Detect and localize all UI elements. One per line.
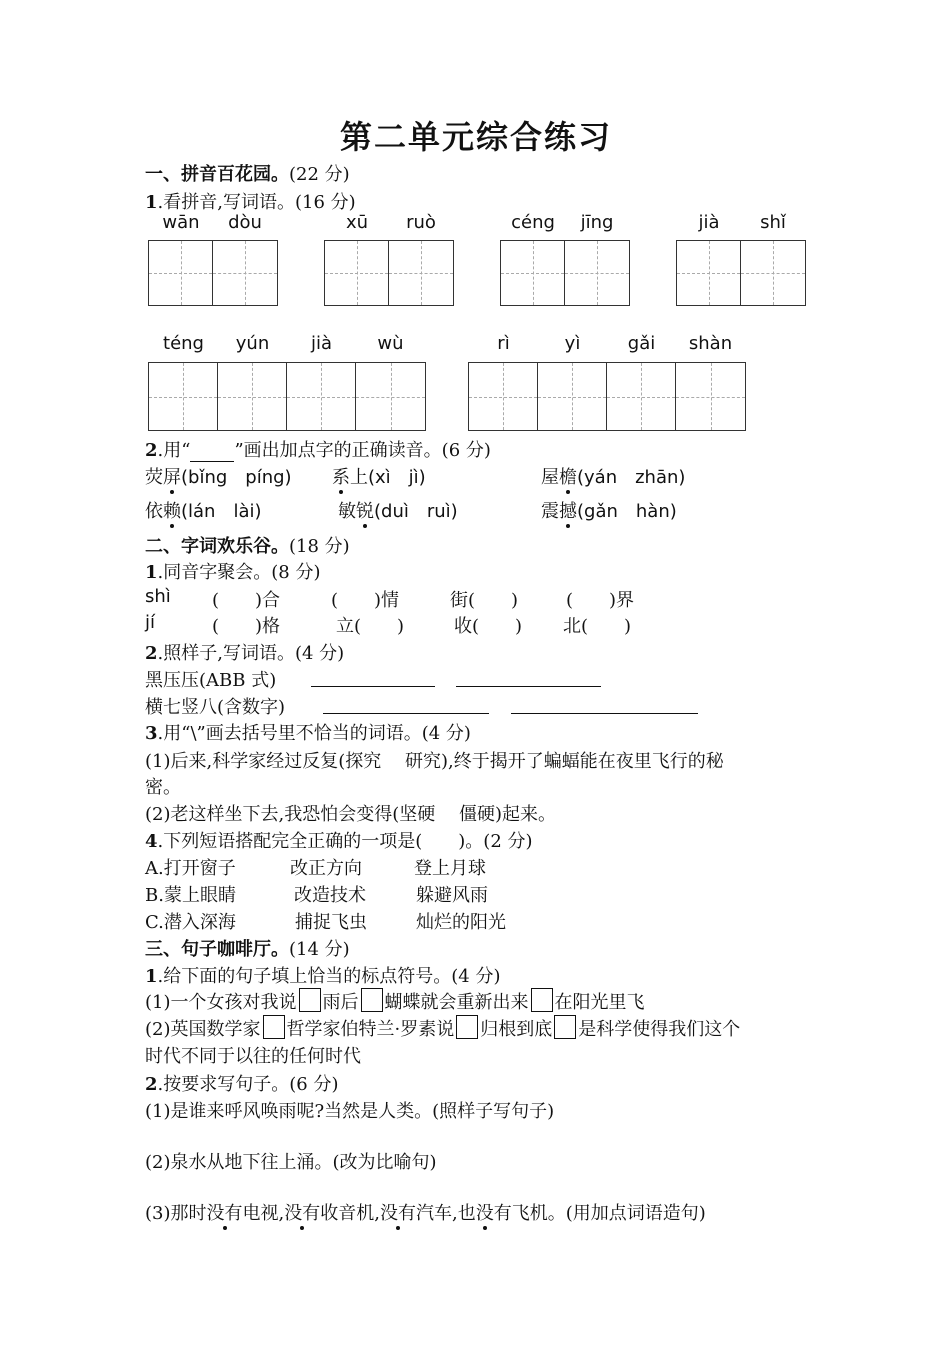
sentence: (2)老这样坐下去,我恐怕会变得(坚硬 僵硬)起来。 [145,804,556,825]
sentence: 密。 [145,777,181,798]
punct-box[interactable] [531,988,553,1012]
writing-grid[interactable] [148,240,278,306]
pinyin: téng [163,333,204,354]
q-text: .给下面的句子填上恰当的标点符号。(4 分) [157,966,501,987]
pron-item [541,497,677,523]
text: 收音机, [320,1203,380,1224]
phrase: 捕捉飞虫 [295,912,367,933]
char: 敏 [338,501,356,522]
answer-line[interactable] [311,686,435,687]
task-1: (1)是谁来呼风唤雨呢?当然是人类。(照样子写句子) [145,1101,555,1122]
dotted-char: 撼 [559,501,577,522]
section-3-heading [145,935,350,961]
phrase: 灿烂的阳光 [416,912,506,933]
underline-sample [190,461,234,462]
pinyin: jià [310,333,333,354]
pinyin: shǐ [760,212,786,233]
q-number: 2 [145,1074,158,1095]
punct-box[interactable] [456,1015,478,1039]
homophone-blank[interactable]: 北( ) [563,616,632,637]
pinyin: rì [497,333,510,354]
char: 上 [350,467,368,488]
dotted-char: 檐 [559,467,577,488]
writing-grid[interactable] [324,240,454,306]
homophone-pinyin: jí [145,612,156,633]
pinyin-group-1 [149,212,277,233]
pron-item [332,463,426,489]
q-number: 4 [145,831,158,852]
page-title: 第二单元综合练习 [339,118,612,156]
text: (1)一个女孩对我说 [145,992,297,1013]
char: 依 [145,501,163,522]
section-2-points: (18 分) [289,536,350,557]
punct-box[interactable] [299,988,321,1012]
q-text: ”画出加点字的正确读音。(6 分) [234,440,491,461]
option-b[interactable]: B.蒙上眼睛 [145,885,236,906]
text: (3)那时 [145,1203,207,1224]
q-number: 2 [145,440,158,461]
s3-q1 [145,962,500,988]
s3-q2 [145,1070,338,1096]
phrase: 改正方向 [290,858,362,879]
text: 哲学家伯特兰·罗素说 [286,1019,455,1040]
text: (2)英国数学家 [145,1019,261,1040]
homophone-blank[interactable]: ( )合 [212,590,281,611]
section-2-heading [145,532,350,558]
example-word: 横七竖八(含数字) [145,697,286,718]
sentence: (1)后来,科学家经过反复(探究 研究),终于揭开了蝙蝠能在夜里飞行的秘 [145,751,724,772]
text: 在阳光里飞 [554,992,645,1013]
text: 雨后 [322,992,359,1013]
s2-q4 [145,827,533,853]
q-number: 1 [145,966,158,987]
pinyin-group-5 [149,333,425,354]
homophone-blank[interactable]: 收( ) [454,616,523,637]
text: 汽车, [415,1203,458,1224]
writing-grid[interactable] [468,362,746,431]
pinyin: jià [698,212,720,233]
dotted-word: 没有 [206,1203,243,1224]
pinyin: jīng [580,212,614,233]
pinyin: céng [511,212,555,233]
pron-item [541,463,685,489]
pinyin-group-3 [501,212,629,233]
dotted-word: 没有 [379,1203,416,1224]
text: 电视, [242,1203,285,1224]
q-number: 1 [145,562,158,583]
pinyin: wù [377,333,404,354]
s1-q2 [145,436,491,462]
task-2: (2)泉水从地下往上涌。(改为比喻句) [145,1152,437,1173]
text: 蝴蝶就会重新出来 [384,992,529,1013]
homophone-blank[interactable]: ( )界 [566,590,635,611]
pinyin: yún [235,333,270,354]
writing-grid[interactable] [500,240,630,306]
dotted-char: 屏 [163,467,181,488]
char: 震 [541,501,559,522]
q-text: .看拼音,写词语。(16 分) [157,192,356,213]
pinyin-options[interactable]: (bǐng píng) [181,467,292,488]
punct-box[interactable] [361,988,383,1012]
q-number: 3 [145,723,158,744]
pinyin: yì [564,333,581,354]
s2-q1 [145,558,320,584]
section-1-title: 一、拼音百花园。 [145,164,289,185]
q-text: .用“ [157,440,191,461]
sentence: 时代不同于以往的任何时代 [145,1046,361,1067]
pinyin: wān [162,212,200,233]
phrase: 躲避风雨 [416,885,488,906]
dotted-word: 也没有 [457,1203,512,1224]
q-text: .下列短语搭配完全正确的一项是( )。(2 分) [157,831,533,852]
section-3-title: 三、句子咖啡厅。 [145,939,289,960]
example-word: 黑压压(ABB 式) [145,670,277,691]
homophone-blank[interactable]: ( )情 [331,590,400,611]
q-text: .按要求写句子。(6 分) [157,1074,339,1095]
pinyin-options[interactable]: (lán lài) [181,501,262,522]
section-1-heading [145,160,350,186]
pinyin: xū [345,212,369,233]
homophone-blank[interactable]: ( )格 [212,616,281,637]
pinyin-options[interactable]: (duì ruì) [374,501,458,522]
q-number: 1 [145,192,158,213]
homophone-blank[interactable]: 街( ) [450,590,519,611]
section-1-points: (22 分) [289,164,350,185]
option-c[interactable]: C.潜入深海 [145,912,236,933]
answer-line[interactable] [511,713,698,714]
pinyin: gǎi [627,333,656,354]
answer-line[interactable] [456,686,601,687]
dotted-word: 没有 [284,1203,321,1224]
q-number: 2 [145,643,158,664]
dotted-char: 系 [332,467,350,488]
task-3 [145,1199,706,1225]
answer-line[interactable] [323,713,489,714]
option-a[interactable]: A.打开窗子 [145,858,236,879]
pinyin-options[interactable]: (xì jì) [368,467,426,488]
q-text: .同音字聚会。(8 分) [157,562,321,583]
pinyin: dòu [228,212,262,233]
s1-q1 [145,188,356,214]
homophone-blank[interactable]: 立( ) [336,616,405,637]
char: 屋 [541,467,559,488]
homophone-pinyin: shì [145,586,171,607]
char: 荧 [145,467,163,488]
phrase: 登上月球 [414,858,486,879]
section-3-points: (14 分) [289,939,350,960]
text: 飞机。(用加点词语造句) [511,1203,706,1224]
punct-sentence-2 [145,1015,740,1041]
pinyin-options[interactable]: (gǎn hàn) [577,501,677,522]
pron-item [145,463,292,489]
pron-item [338,497,458,523]
s2-q2 [145,639,344,665]
q-text: .用“\”画去括号里不恰当的词语。(4 分) [157,723,471,744]
dotted-char: 锐 [356,501,374,522]
pinyin: shàn [688,333,733,354]
pinyin-options[interactable]: (yán zhān) [577,467,686,488]
section-2-title: 二、字词欢乐谷。 [145,536,289,557]
punct-box[interactable] [263,1015,285,1039]
pinyin-group-6 [469,333,745,354]
pinyin: ruò [406,212,436,233]
punct-sentence-1 [145,988,645,1014]
pron-item [145,497,262,523]
text: 归根到底 [480,1019,553,1040]
dotted-char: 赖 [163,501,181,522]
s2-q3 [145,719,471,745]
pinyin-group-2 [325,212,453,233]
punct-box[interactable] [554,1015,576,1039]
writing-grid[interactable] [148,362,426,431]
writing-grid[interactable] [676,240,806,306]
q-text: .照样子,写词语。(4 分) [157,643,345,664]
phrase: 改造技术 [294,885,366,906]
pinyin-group-4 [677,212,805,233]
text: 是科学使得我们这个 [578,1019,741,1040]
